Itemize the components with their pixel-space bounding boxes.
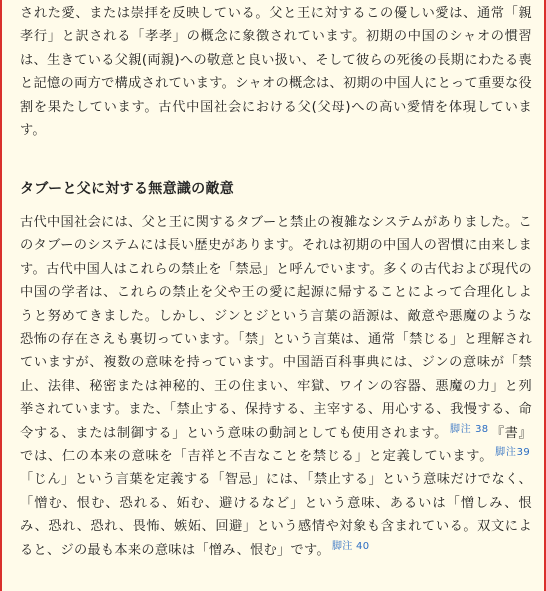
footnote-link-40[interactable]: 脚注 40 xyxy=(331,540,370,552)
paragraph-taboo-text-b: 『書』では、仁の本来の意味を「吉祥と不吉なことを禁じる」と定義しています。 xyxy=(20,425,532,465)
paragraph-xiao: された愛、または崇拝を反映している。父と王に対するこの優しい愛は、通常「親孝行」と訳される「孝孝」の概念に象徴されています。初期の中国のシャオの慣習は、生きている父親(両親)への敬意と良い扱い、そして彼らの死後の長期にわたる喪と記憶の両方で構成されています。シャオの概念は、初期の中国人にとって重要な役割を果たしています。古代中国社会における父(父母)への高い愛情を体現しています。 xyxy=(20,6,532,139)
paragraph-taboo xyxy=(20,211,532,562)
footnote-link-39[interactable]: 脚注39 xyxy=(495,447,531,459)
section-heading: タブーと父に対する無意識の敵意 xyxy=(20,181,235,197)
paragraph-taboo-text-a: 古代中国社会には、父と王に関するタブーと禁止の複雑なシステムがありました。このタブーのシステムには長い歴史があります。それは初期の中国人の習慣に由来します。古代中国人はこれらの禁止を「禁忌」と呼んでいます。多くの古代および現代の中国の学者は、これらの禁止を父や王の愛に起源に帰することによって合理化しようと努めてきました。しかし、ジンとジという言葉の語源は、敵意や悪魔のような恐怖の存在さえも裏切っています。「禁」という言葉は、通常「禁じる」と理解されていますが、複数の意味を持っています。中国語百科事典には、ジンの意味が「禁止、法律、秘密または神秘的、王の住まい、牢獄、ワインの容器、悪魔の力」と列挙されています。また、「禁止する、保持する、主宰する、用心する、我慢する、命令する、または制御する」という意味の動詞としても使用されます。 xyxy=(20,215,532,441)
paragraph-taboo-text-c: 「じん」という言葉を定義する「智忌」には、「禁止する」という意味だけでなく、「憎む、恨む、恐れる、妬む、避けるなど」という意味、あるいは「憎しみ、恨み、恐れ、恐れ、畏怖、嫉妬、回避」という感情や対象も含まれている。双文によると、ジの最も本来の意味は「憎み、恨む」です。 xyxy=(20,472,532,558)
footnote-link-38[interactable]: 脚注 38 xyxy=(450,423,489,435)
